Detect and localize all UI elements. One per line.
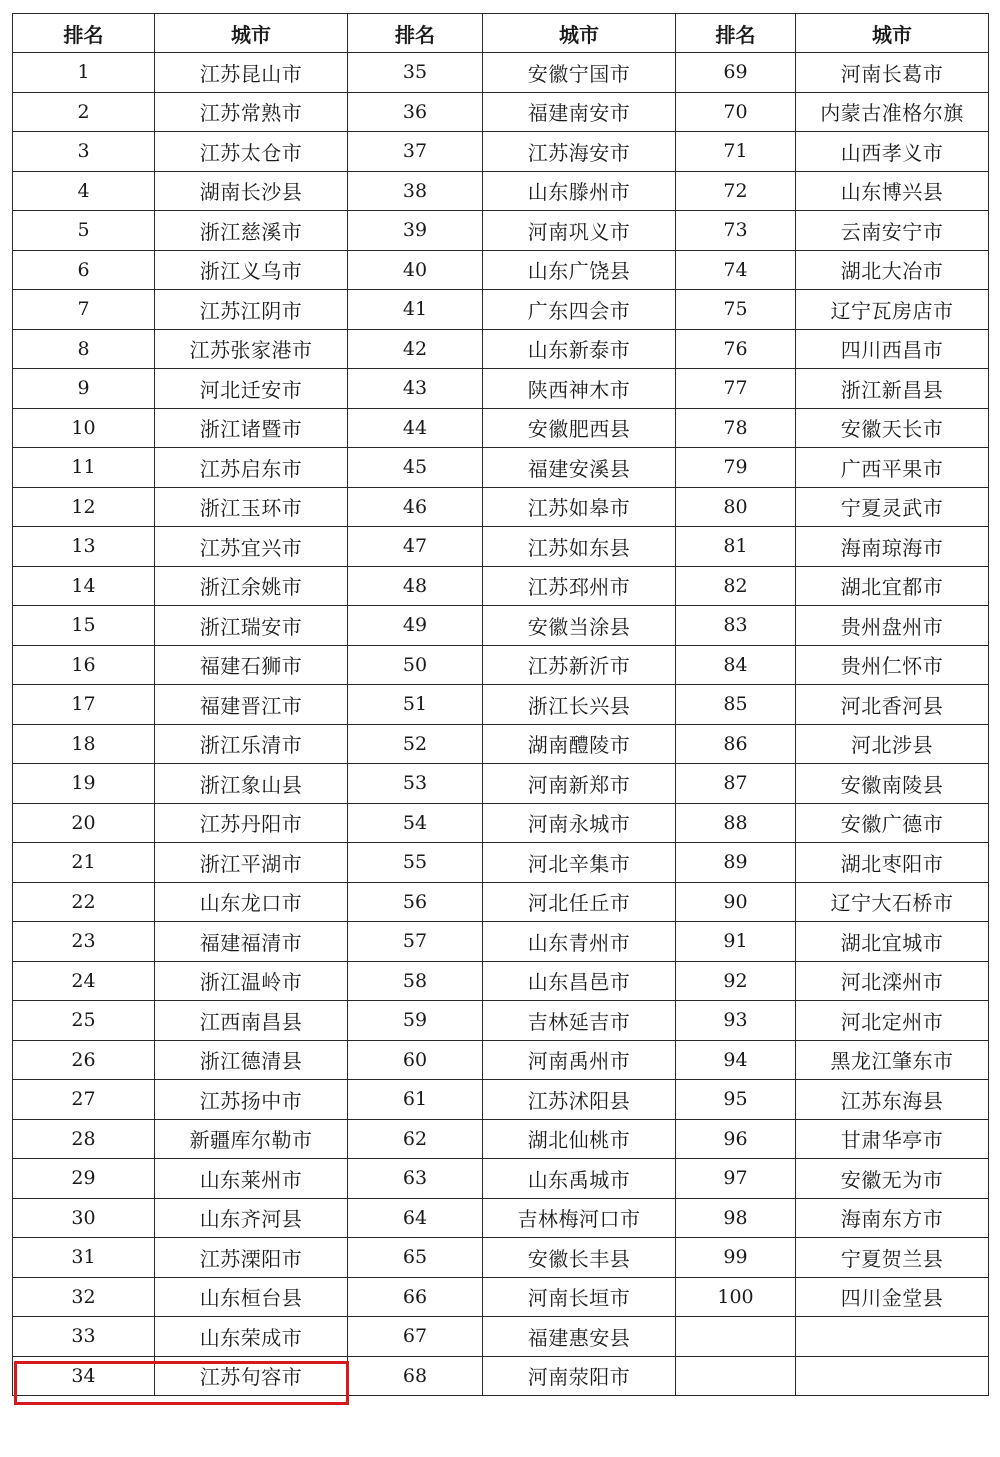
ranking-table-container [12, 13, 988, 1396]
rank-cell: 63 [348, 1159, 483, 1199]
city-cell: 安徽肥西县 [483, 408, 676, 448]
city-cell: 浙江新昌县 [796, 369, 989, 409]
rank-cell: 82 [676, 566, 796, 606]
city-cell: 江苏海安市 [483, 132, 676, 172]
table-row [13, 961, 989, 1001]
rank-cell: 73 [676, 211, 796, 251]
table-row [13, 369, 989, 409]
city-cell: 安徽当涂县 [483, 606, 676, 646]
table-row [13, 566, 989, 606]
rank-cell: 74 [676, 250, 796, 290]
city-cell: 辽宁瓦房店市 [796, 290, 989, 330]
table-row [13, 843, 989, 883]
city-cell: 江苏如东县 [483, 527, 676, 567]
rank-cell: 61 [348, 1080, 483, 1120]
city-cell: 安徽广德市 [796, 803, 989, 843]
city-cell: 河北涉县 [796, 724, 989, 764]
rank-cell: 92 [676, 961, 796, 1001]
rank-cell: 78 [676, 408, 796, 448]
rank-cell: 95 [676, 1080, 796, 1120]
rank-cell: 42 [348, 329, 483, 369]
rank-cell: 93 [676, 1001, 796, 1041]
table-row [13, 645, 989, 685]
city-cell: 山东青州市 [483, 922, 676, 962]
table-row [13, 329, 989, 369]
rank-cell: 96 [676, 1119, 796, 1159]
city-cell: 湖北宜城市 [796, 922, 989, 962]
rank-cell: 33 [13, 1317, 155, 1357]
table-row [13, 882, 989, 922]
city-cell: 安徽无为市 [796, 1159, 989, 1199]
rank-cell: 24 [13, 961, 155, 1001]
city-cell: 江西南昌县 [155, 1001, 348, 1041]
city-cell: 安徽天长市 [796, 408, 989, 448]
rank-cell: 4 [13, 171, 155, 211]
city-cell: 湖北枣阳市 [796, 843, 989, 883]
rank-cell: 62 [348, 1119, 483, 1159]
city-cell: 湖南长沙县 [155, 171, 348, 211]
city-cell: 山东博兴县 [796, 171, 989, 211]
city-cell: 浙江乐清市 [155, 724, 348, 764]
table-row [13, 1080, 989, 1120]
rank-cell: 43 [348, 369, 483, 409]
city-cell: 浙江慈溪市 [155, 211, 348, 251]
rank-cell: 26 [13, 1040, 155, 1080]
rank-cell: 60 [348, 1040, 483, 1080]
rank-cell: 79 [676, 448, 796, 488]
header-city: 城市 [483, 14, 676, 53]
rank-cell: 56 [348, 882, 483, 922]
table-row [13, 606, 989, 646]
city-cell: 河北任丘市 [483, 882, 676, 922]
city-cell: 河南巩义市 [483, 211, 676, 251]
rank-cell: 18 [13, 724, 155, 764]
city-cell: 河南荥阳市 [483, 1356, 676, 1396]
city-cell: 福建福清市 [155, 922, 348, 962]
rank-cell: 54 [348, 803, 483, 843]
city-cell: 江苏丹阳市 [155, 803, 348, 843]
table-row [13, 487, 989, 527]
city-cell: 宁夏贺兰县 [796, 1238, 989, 1278]
rank-cell: 6 [13, 250, 155, 290]
table-row [13, 1317, 989, 1357]
rank-cell: 40 [348, 250, 483, 290]
rank-cell: 1 [13, 53, 155, 93]
city-cell: 浙江义乌市 [155, 250, 348, 290]
city-cell: 福建晋江市 [155, 685, 348, 725]
city-cell: 吉林梅河口市 [483, 1198, 676, 1238]
table-row [13, 171, 989, 211]
city-cell: 江苏句容市 [155, 1356, 348, 1396]
city-cell: 江苏常熟市 [155, 92, 348, 132]
city-cell: 江苏昆山市 [155, 53, 348, 93]
rank-cell: 91 [676, 922, 796, 962]
header-city: 城市 [796, 14, 989, 53]
rank-cell: 80 [676, 487, 796, 527]
city-cell: 贵州盘州市 [796, 606, 989, 646]
table-row [13, 1040, 989, 1080]
rank-cell: 27 [13, 1080, 155, 1120]
city-cell: 陕西神木市 [483, 369, 676, 409]
table-row [13, 290, 989, 330]
rank-cell: 59 [348, 1001, 483, 1041]
rank-cell: 71 [676, 132, 796, 172]
city-cell: 福建石狮市 [155, 645, 348, 685]
city-cell: 山东桓台县 [155, 1277, 348, 1317]
rank-cell: 45 [348, 448, 483, 488]
table-row [13, 1238, 989, 1278]
rank-cell: 37 [348, 132, 483, 172]
table-row [13, 724, 989, 764]
city-cell: 四川西昌市 [796, 329, 989, 369]
rank-cell: 100 [676, 1277, 796, 1317]
table-row [13, 1119, 989, 1159]
city-cell: 云南安宁市 [796, 211, 989, 251]
rank-cell: 77 [676, 369, 796, 409]
city-cell: 安徽宁国市 [483, 53, 676, 93]
rank-cell: 23 [13, 922, 155, 962]
table-row [13, 685, 989, 725]
city-cell: 河南长垣市 [483, 1277, 676, 1317]
rank-cell: 36 [348, 92, 483, 132]
city-cell: 黑龙江肇东市 [796, 1040, 989, 1080]
city-cell: 湖北大冶市 [796, 250, 989, 290]
table-row [13, 92, 989, 132]
rank-cell: 67 [348, 1317, 483, 1357]
rank-cell: 66 [348, 1277, 483, 1317]
rank-cell: 7 [13, 290, 155, 330]
rank-cell: 68 [348, 1356, 483, 1396]
city-cell: 甘肃华亭市 [796, 1119, 989, 1159]
rank-cell: 81 [676, 527, 796, 567]
table-row [13, 448, 989, 488]
rank-cell: 14 [13, 566, 155, 606]
rank-cell: 32 [13, 1277, 155, 1317]
rank-cell: 65 [348, 1238, 483, 1278]
header-rank: 排名 [348, 14, 483, 53]
city-cell: 四川金堂县 [796, 1277, 989, 1317]
header-city: 城市 [155, 14, 348, 53]
rank-cell: 15 [13, 606, 155, 646]
city-cell: 山东昌邑市 [483, 961, 676, 1001]
city-cell: 吉林延吉市 [483, 1001, 676, 1041]
rank-cell: 90 [676, 882, 796, 922]
rank-cell: 46 [348, 487, 483, 527]
city-cell: 山东广饶县 [483, 250, 676, 290]
table-row [13, 1356, 989, 1396]
rank-cell: 11 [13, 448, 155, 488]
rank-cell: 58 [348, 961, 483, 1001]
city-cell: 山东禹城市 [483, 1159, 676, 1199]
city-cell: 广东四会市 [483, 290, 676, 330]
city-cell: 江苏启东市 [155, 448, 348, 488]
rank-cell: 85 [676, 685, 796, 725]
city-cell: 浙江平湖市 [155, 843, 348, 883]
table-row [13, 803, 989, 843]
rank-cell: 2 [13, 92, 155, 132]
rank-cell: 35 [348, 53, 483, 93]
table-row [13, 1277, 989, 1317]
rank-cell: 89 [676, 843, 796, 883]
city-cell: 河南长葛市 [796, 53, 989, 93]
city-cell: 河南新郑市 [483, 764, 676, 804]
city-cell: 山东莱州市 [155, 1159, 348, 1199]
rank-cell: 25 [13, 1001, 155, 1041]
city-cell: 湖北宜都市 [796, 566, 989, 606]
city-cell: 山西孝义市 [796, 132, 989, 172]
rank-cell: 9 [13, 369, 155, 409]
city-cell: 湖南醴陵市 [483, 724, 676, 764]
rank-cell: 20 [13, 803, 155, 843]
rank-cell: 87 [676, 764, 796, 804]
city-cell: 浙江玉环市 [155, 487, 348, 527]
rank-cell: 8 [13, 329, 155, 369]
city-cell: 安徽长丰县 [483, 1238, 676, 1278]
table-row [13, 1198, 989, 1238]
table-row [13, 527, 989, 567]
rank-cell: 10 [13, 408, 155, 448]
city-cell: 江苏江阴市 [155, 290, 348, 330]
city-cell: 江苏溧阳市 [155, 1238, 348, 1278]
rank-cell: 29 [13, 1159, 155, 1199]
city-cell: 安徽南陵县 [796, 764, 989, 804]
city-cell: 内蒙古准格尔旗 [796, 92, 989, 132]
rank-cell: 83 [676, 606, 796, 646]
header-row [13, 14, 989, 53]
rank-cell: 64 [348, 1198, 483, 1238]
rank-cell: 5 [13, 211, 155, 251]
city-cell: 河北滦州市 [796, 961, 989, 1001]
rank-cell: 41 [348, 290, 483, 330]
header-rank: 排名 [13, 14, 155, 53]
city-cell: 贵州仁怀市 [796, 645, 989, 685]
rank-cell: 31 [13, 1238, 155, 1278]
rank-cell: 17 [13, 685, 155, 725]
city-cell: 浙江瑞安市 [155, 606, 348, 646]
table-row [13, 922, 989, 962]
rank-cell: 72 [676, 171, 796, 211]
rank-cell: 28 [13, 1119, 155, 1159]
rank-cell: 69 [676, 53, 796, 93]
rank-cell: 19 [13, 764, 155, 804]
city-cell: 河南永城市 [483, 803, 676, 843]
city-cell: 河北香河县 [796, 685, 989, 725]
rank-cell: 76 [676, 329, 796, 369]
city-cell: 浙江温岭市 [155, 961, 348, 1001]
rank-cell: 51 [348, 685, 483, 725]
city-cell: 江苏扬中市 [155, 1080, 348, 1120]
city-cell: 江苏邳州市 [483, 566, 676, 606]
rank-cell: 52 [348, 724, 483, 764]
rank-cell: 98 [676, 1198, 796, 1238]
city-cell: 浙江象山县 [155, 764, 348, 804]
rank-cell: 99 [676, 1238, 796, 1278]
city-cell [796, 1317, 989, 1357]
rank-cell [676, 1317, 796, 1357]
table-row [13, 764, 989, 804]
city-cell: 河北定州市 [796, 1001, 989, 1041]
table-body [13, 53, 989, 1396]
rank-cell: 21 [13, 843, 155, 883]
city-cell: 浙江德清县 [155, 1040, 348, 1080]
rank-cell: 86 [676, 724, 796, 764]
city-cell: 河北辛集市 [483, 843, 676, 883]
rank-cell: 75 [676, 290, 796, 330]
rank-cell: 57 [348, 922, 483, 962]
city-cell [796, 1356, 989, 1396]
rank-cell: 16 [13, 645, 155, 685]
city-cell: 山东新泰市 [483, 329, 676, 369]
city-cell: 广西平果市 [796, 448, 989, 488]
table-row [13, 1001, 989, 1041]
city-cell: 辽宁大石桥市 [796, 882, 989, 922]
rank-cell: 53 [348, 764, 483, 804]
city-cell: 海南琼海市 [796, 527, 989, 567]
rank-cell: 49 [348, 606, 483, 646]
rank-cell: 70 [676, 92, 796, 132]
rank-cell: 22 [13, 882, 155, 922]
city-cell: 福建惠安县 [483, 1317, 676, 1357]
table-row [13, 408, 989, 448]
rank-cell [676, 1356, 796, 1396]
city-cell: 福建南安市 [483, 92, 676, 132]
city-cell: 江苏如皋市 [483, 487, 676, 527]
rank-cell: 55 [348, 843, 483, 883]
city-cell: 江苏宜兴市 [155, 527, 348, 567]
rank-cell: 30 [13, 1198, 155, 1238]
rank-cell: 97 [676, 1159, 796, 1199]
rank-cell: 94 [676, 1040, 796, 1080]
city-cell: 新疆库尔勒市 [155, 1119, 348, 1159]
city-cell: 河北迁安市 [155, 369, 348, 409]
city-cell: 浙江诸暨市 [155, 408, 348, 448]
table-row [13, 1159, 989, 1199]
rank-cell: 39 [348, 211, 483, 251]
ranking-table [12, 13, 989, 1396]
city-cell: 江苏张家港市 [155, 329, 348, 369]
city-cell: 河南禹州市 [483, 1040, 676, 1080]
rank-cell: 84 [676, 645, 796, 685]
city-cell: 山东龙口市 [155, 882, 348, 922]
city-cell: 福建安溪县 [483, 448, 676, 488]
rank-cell: 3 [13, 132, 155, 172]
rank-cell: 44 [348, 408, 483, 448]
city-cell: 湖北仙桃市 [483, 1119, 676, 1159]
city-cell: 浙江长兴县 [483, 685, 676, 725]
city-cell: 山东荣成市 [155, 1317, 348, 1357]
rank-cell: 13 [13, 527, 155, 567]
city-cell: 浙江余姚市 [155, 566, 348, 606]
table-row [13, 211, 989, 251]
table-row [13, 53, 989, 93]
rank-cell: 38 [348, 171, 483, 211]
city-cell: 江苏新沂市 [483, 645, 676, 685]
city-cell: 宁夏灵武市 [796, 487, 989, 527]
table-row [13, 250, 989, 290]
rank-cell: 12 [13, 487, 155, 527]
rank-cell: 88 [676, 803, 796, 843]
header-rank: 排名 [676, 14, 796, 53]
city-cell: 山东齐河县 [155, 1198, 348, 1238]
rank-cell: 47 [348, 527, 483, 567]
rank-cell: 34 [13, 1356, 155, 1396]
rank-cell: 50 [348, 645, 483, 685]
city-cell: 江苏沭阳县 [483, 1080, 676, 1120]
city-cell: 江苏东海县 [796, 1080, 989, 1120]
table-row [13, 132, 989, 172]
city-cell: 山东滕州市 [483, 171, 676, 211]
city-cell: 海南东方市 [796, 1198, 989, 1238]
rank-cell: 48 [348, 566, 483, 606]
city-cell: 江苏太仓市 [155, 132, 348, 172]
